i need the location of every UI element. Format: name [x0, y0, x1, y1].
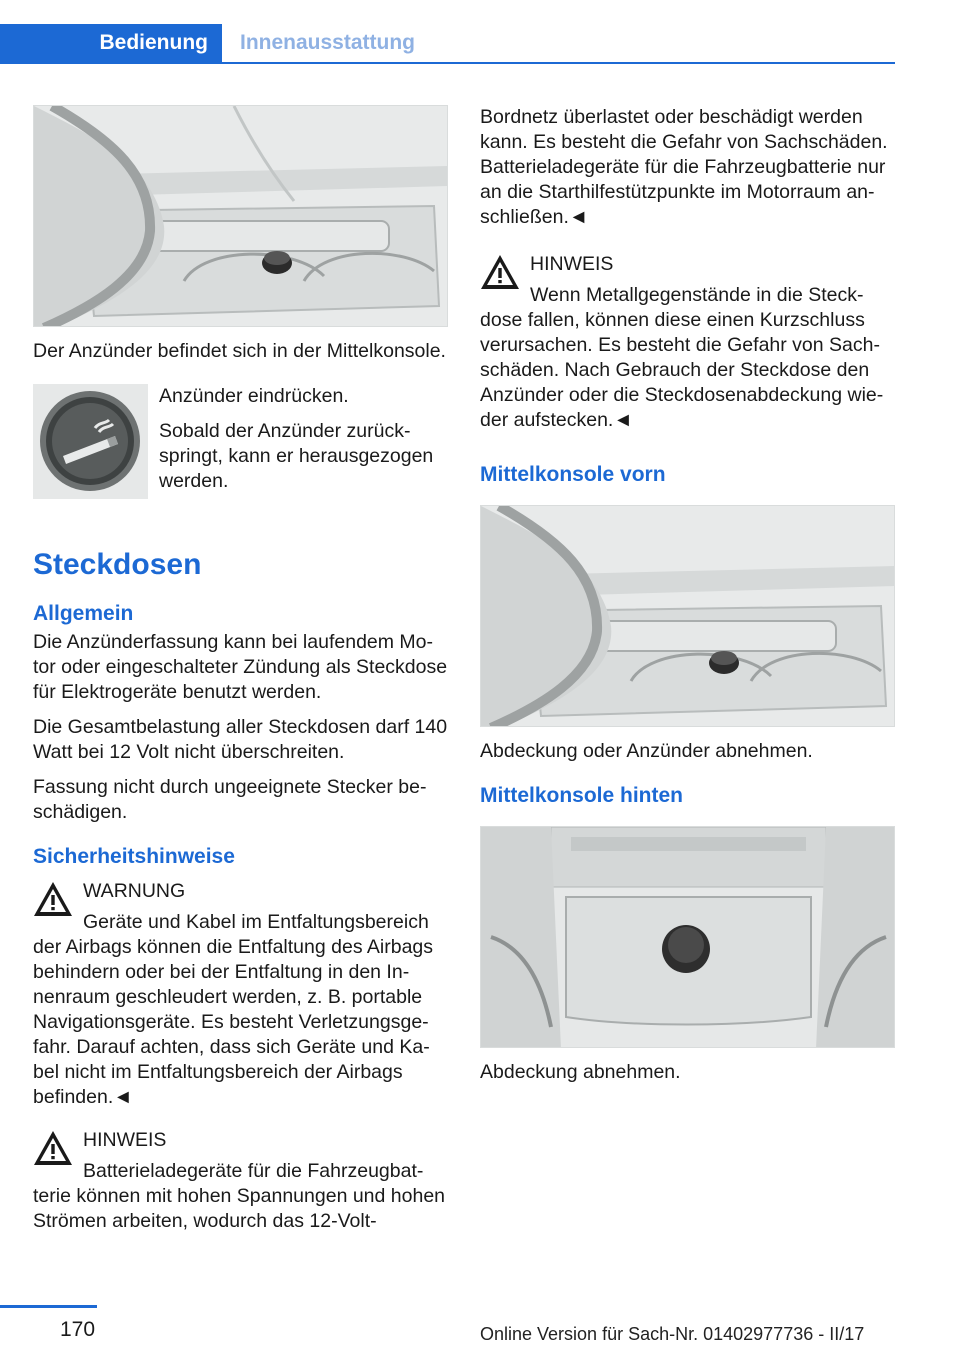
general-paragraph-1: Die Anzünderfassung kann bei laufendem Motor oder eingeschalteter Zündung als Steckdose für Elektrogeräte benutzt werden. — [33, 631, 448, 703]
warning-text: Geräte und Kabel im Entfaltungsbereich der Airbags können die Entfaltung des Airbags behindern oder bei der Entfaltung in den Innenraum geschleudert werden, z. B. portable Navigationsgeräte. Es besteht Verletzungsgefahr. Darauf achten, dass sich Geräte und Kabel nicht im Entfaltungsbereich der Airbags befinden.◄ — [33, 911, 434, 1108]
warning-triangle-icon — [33, 881, 73, 917]
right-column — [480, 105, 895, 1105]
general-paragraph-2: Die Gesamtbelastung aller Steckdosen darf 140 Watt bei 12 Volt nicht überschreiten. — [33, 716, 448, 763]
subsection-sicherheitshinweise: Sicherheitshinweise — [33, 845, 235, 868]
notice-2-text: Wenn Metallgegenstände in die Steckdose fallen, können diese einen Kurzschluss verursachen. Es besteht die Gefahr von Sachschäden. Nach Gebrauch der Steckdose den Anzünder oder die Steckdosenabdeckung wieder aufstecken.◄ — [480, 284, 884, 431]
pull-out-text: Sobald der Anzünder zurückspringt, kann er herausgezogen werden. — [159, 420, 434, 492]
notice-2-label: HINWEIS — [530, 253, 614, 275]
subsection-mittelkonsole-hinten: Mittelkonsole hinten — [480, 784, 684, 807]
notice-block-1 — [33, 1128, 448, 1234]
rear-caption: Abdeckung abnehmen. — [480, 1061, 681, 1083]
notice-1-label: HINWEIS — [83, 1129, 167, 1151]
page-number: 170 — [60, 1318, 96, 1341]
online-version-note: Online Version für Sach-Nr. 01402977736 - II/17 — [480, 1324, 865, 1344]
subsection-mittelkonsole-vorn: Mittelkonsole vorn — [480, 463, 666, 486]
notice-1-text: Batterieladegeräte für die Fahrzeugbatterie können mit hohen Spannungen und hohen Strömen arbeiten, wodurch das 12-Volt- — [33, 1160, 446, 1232]
tab-bedienung[interactable]: Bedienung — [0, 24, 222, 62]
subsection-allgemein: Allgemein — [33, 602, 134, 625]
warning-triangle-icon — [33, 1130, 73, 1166]
rear-console-photo — [480, 826, 895, 1048]
cigarette-lighter-icon — [33, 384, 148, 499]
front-caption: Abdeckung oder Anzünder abnehmen. — [480, 740, 813, 762]
press-lighter-text: Anzünder eindrücken. — [159, 385, 349, 407]
lighter-instruction — [33, 384, 448, 524]
notice-block-2 — [480, 252, 895, 433]
header-tabbar — [0, 24, 895, 64]
notice-1-continued: Bordnetz überlastet oder beschädigt werden kann. Es besteht die Gefahr von Sachschäden. Batterieladegeräte für die Fahrzeugbatterie nur an die Starthilfestützpunkte im Motorraum anschließen.◄ — [480, 106, 888, 228]
general-paragraph-3: Fassung nicht durch ungeeignete Stecker beschädigen. — [33, 776, 427, 823]
warning-triangle-icon — [480, 254, 520, 290]
footer-accent-line — [0, 1305, 97, 1308]
section-title-steckdosen: Steckdosen — [33, 548, 202, 581]
warning-block — [33, 879, 448, 1110]
left-column — [33, 105, 448, 1244]
tab-innenausstattung[interactable]: Innenausstattung — [240, 31, 416, 54]
front-console-photo — [480, 505, 895, 727]
center-console-photo — [33, 105, 448, 327]
warning-label: WARNUNG — [83, 880, 186, 902]
lighter-location-caption: Der Anzünder befindet sich in der Mittelkonsole. — [33, 340, 446, 362]
